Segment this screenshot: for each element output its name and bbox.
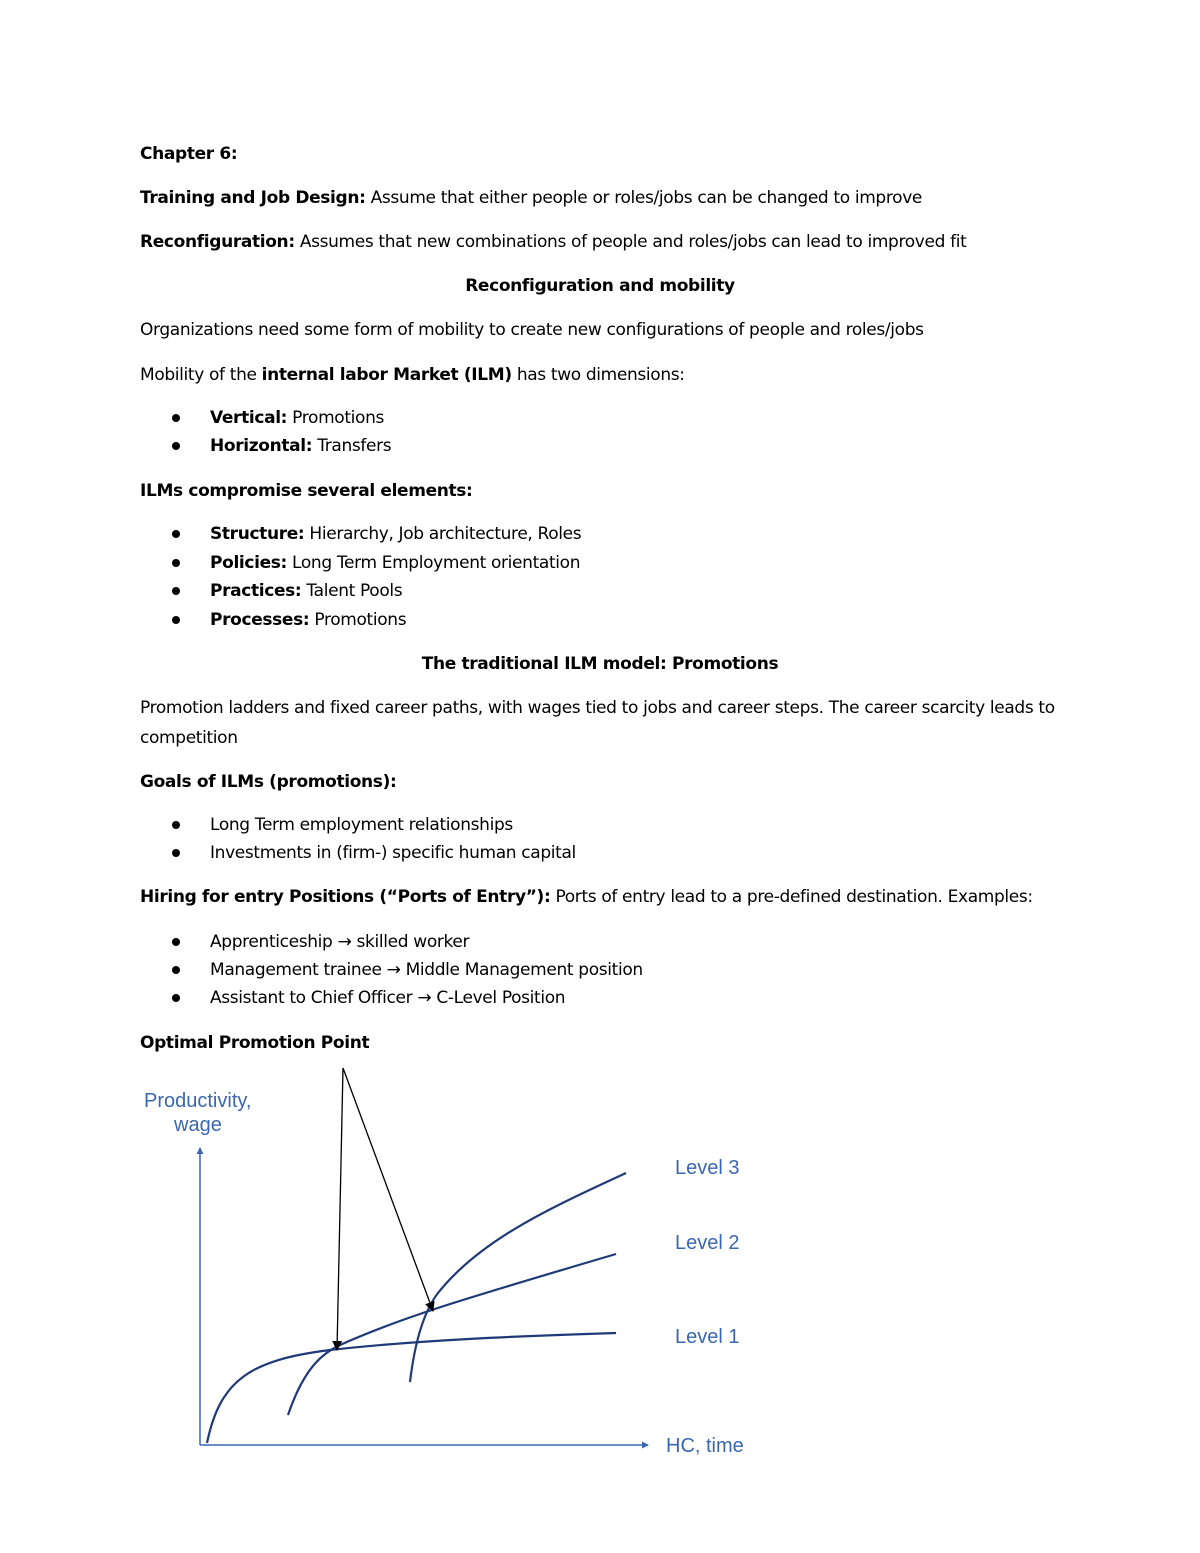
level-1-curve: [207, 1333, 616, 1443]
goals-title: Goals of ILMs (promotions):: [140, 772, 397, 792]
x-axis-label: HC, time: [666, 1435, 744, 1457]
arrow-right-icon: →: [337, 932, 352, 952]
mobility-paragraph: Organizations need some form of mobility to create new configurations of people and roles/jobs: [140, 320, 924, 340]
bullet-icon: [172, 442, 182, 452]
list-item-practices: Practices: Talent Pools: [210, 581, 403, 601]
y-axis-label-line2: wage: [174, 1114, 222, 1136]
bullet-icon: [172, 821, 182, 831]
ilm-paragraph: Mobility of the internal labor Market (ILM) has two dimensions:: [140, 365, 685, 385]
bullet-icon: [172, 587, 182, 597]
list-item-example-2: Management trainee → Middle Management position: [210, 960, 643, 980]
list-item-goal-2: Investments in (firm-) specific human capital: [210, 843, 576, 863]
bullet-icon: [172, 414, 182, 424]
level-3-label: Level 3: [675, 1157, 740, 1179]
section-title-reconfiguration: Reconfiguration and mobility: [465, 276, 735, 296]
bullet-icon: [172, 530, 182, 540]
promotion-point-arrow-1: [337, 1068, 343, 1350]
list-item-example-3: Assistant to Chief Officer → C-Level Position: [210, 988, 566, 1008]
list-item-vertical: Vertical: Promotions: [210, 408, 385, 428]
list-item-processes: Processes: Promotions: [210, 610, 407, 630]
elements-title: ILMs compromise several elements:: [140, 481, 473, 501]
promotion-point-arrow-2: [343, 1068, 433, 1311]
list-item-horizontal: Horizontal: Transfers: [210, 436, 392, 456]
list-item-goal-1: Long Term employment relationships: [210, 815, 513, 835]
arrow-right-icon: →: [417, 988, 432, 1008]
bullet-icon: [172, 849, 182, 859]
promotion-paragraph: Promotion ladders and fixed career paths, with wages tied to jobs and career steps. The career scarcity leads to competition: [140, 698, 1055, 748]
bullet-icon: [172, 559, 182, 569]
promotion-point-diagram: [140, 1060, 780, 1470]
list-item-structure: Structure: Hierarchy, Job architecture, Roles: [210, 524, 582, 544]
hiring-paragraph: Hiring for entry Positions (“Ports of Entry”): Ports of entry lead to a pre-defined destination. Examples:: [140, 887, 1033, 907]
bullet-icon: [172, 966, 182, 976]
reconfiguration-paragraph: Reconfiguration: Assumes that new combinations of people and roles/jobs can lead to improved fit: [140, 232, 967, 252]
list-item-example-1: Apprenticeship → skilled worker: [210, 932, 470, 952]
bullet-icon: [172, 938, 182, 948]
level-3-curve: [410, 1173, 626, 1382]
optimal-promotion-title: Optimal Promotion Point: [140, 1033, 370, 1053]
training-paragraph: Training and Job Design: Assume that either people or roles/jobs can be changed to improve: [140, 188, 923, 208]
chapter-heading: Chapter 6:: [140, 144, 238, 164]
list-item-policies: Policies: Long Term Employment orientation: [210, 553, 581, 573]
level-2-label: Level 2: [675, 1232, 740, 1254]
section-title-traditional-ilm: The traditional ILM model: Promotions: [421, 654, 779, 674]
arrow-right-icon: →: [386, 960, 401, 980]
level-1-label: Level 1: [675, 1326, 740, 1348]
y-axis-label-line1: Productivity,: [144, 1090, 252, 1112]
bullet-icon: [172, 616, 182, 626]
bullet-icon: [172, 994, 182, 1004]
